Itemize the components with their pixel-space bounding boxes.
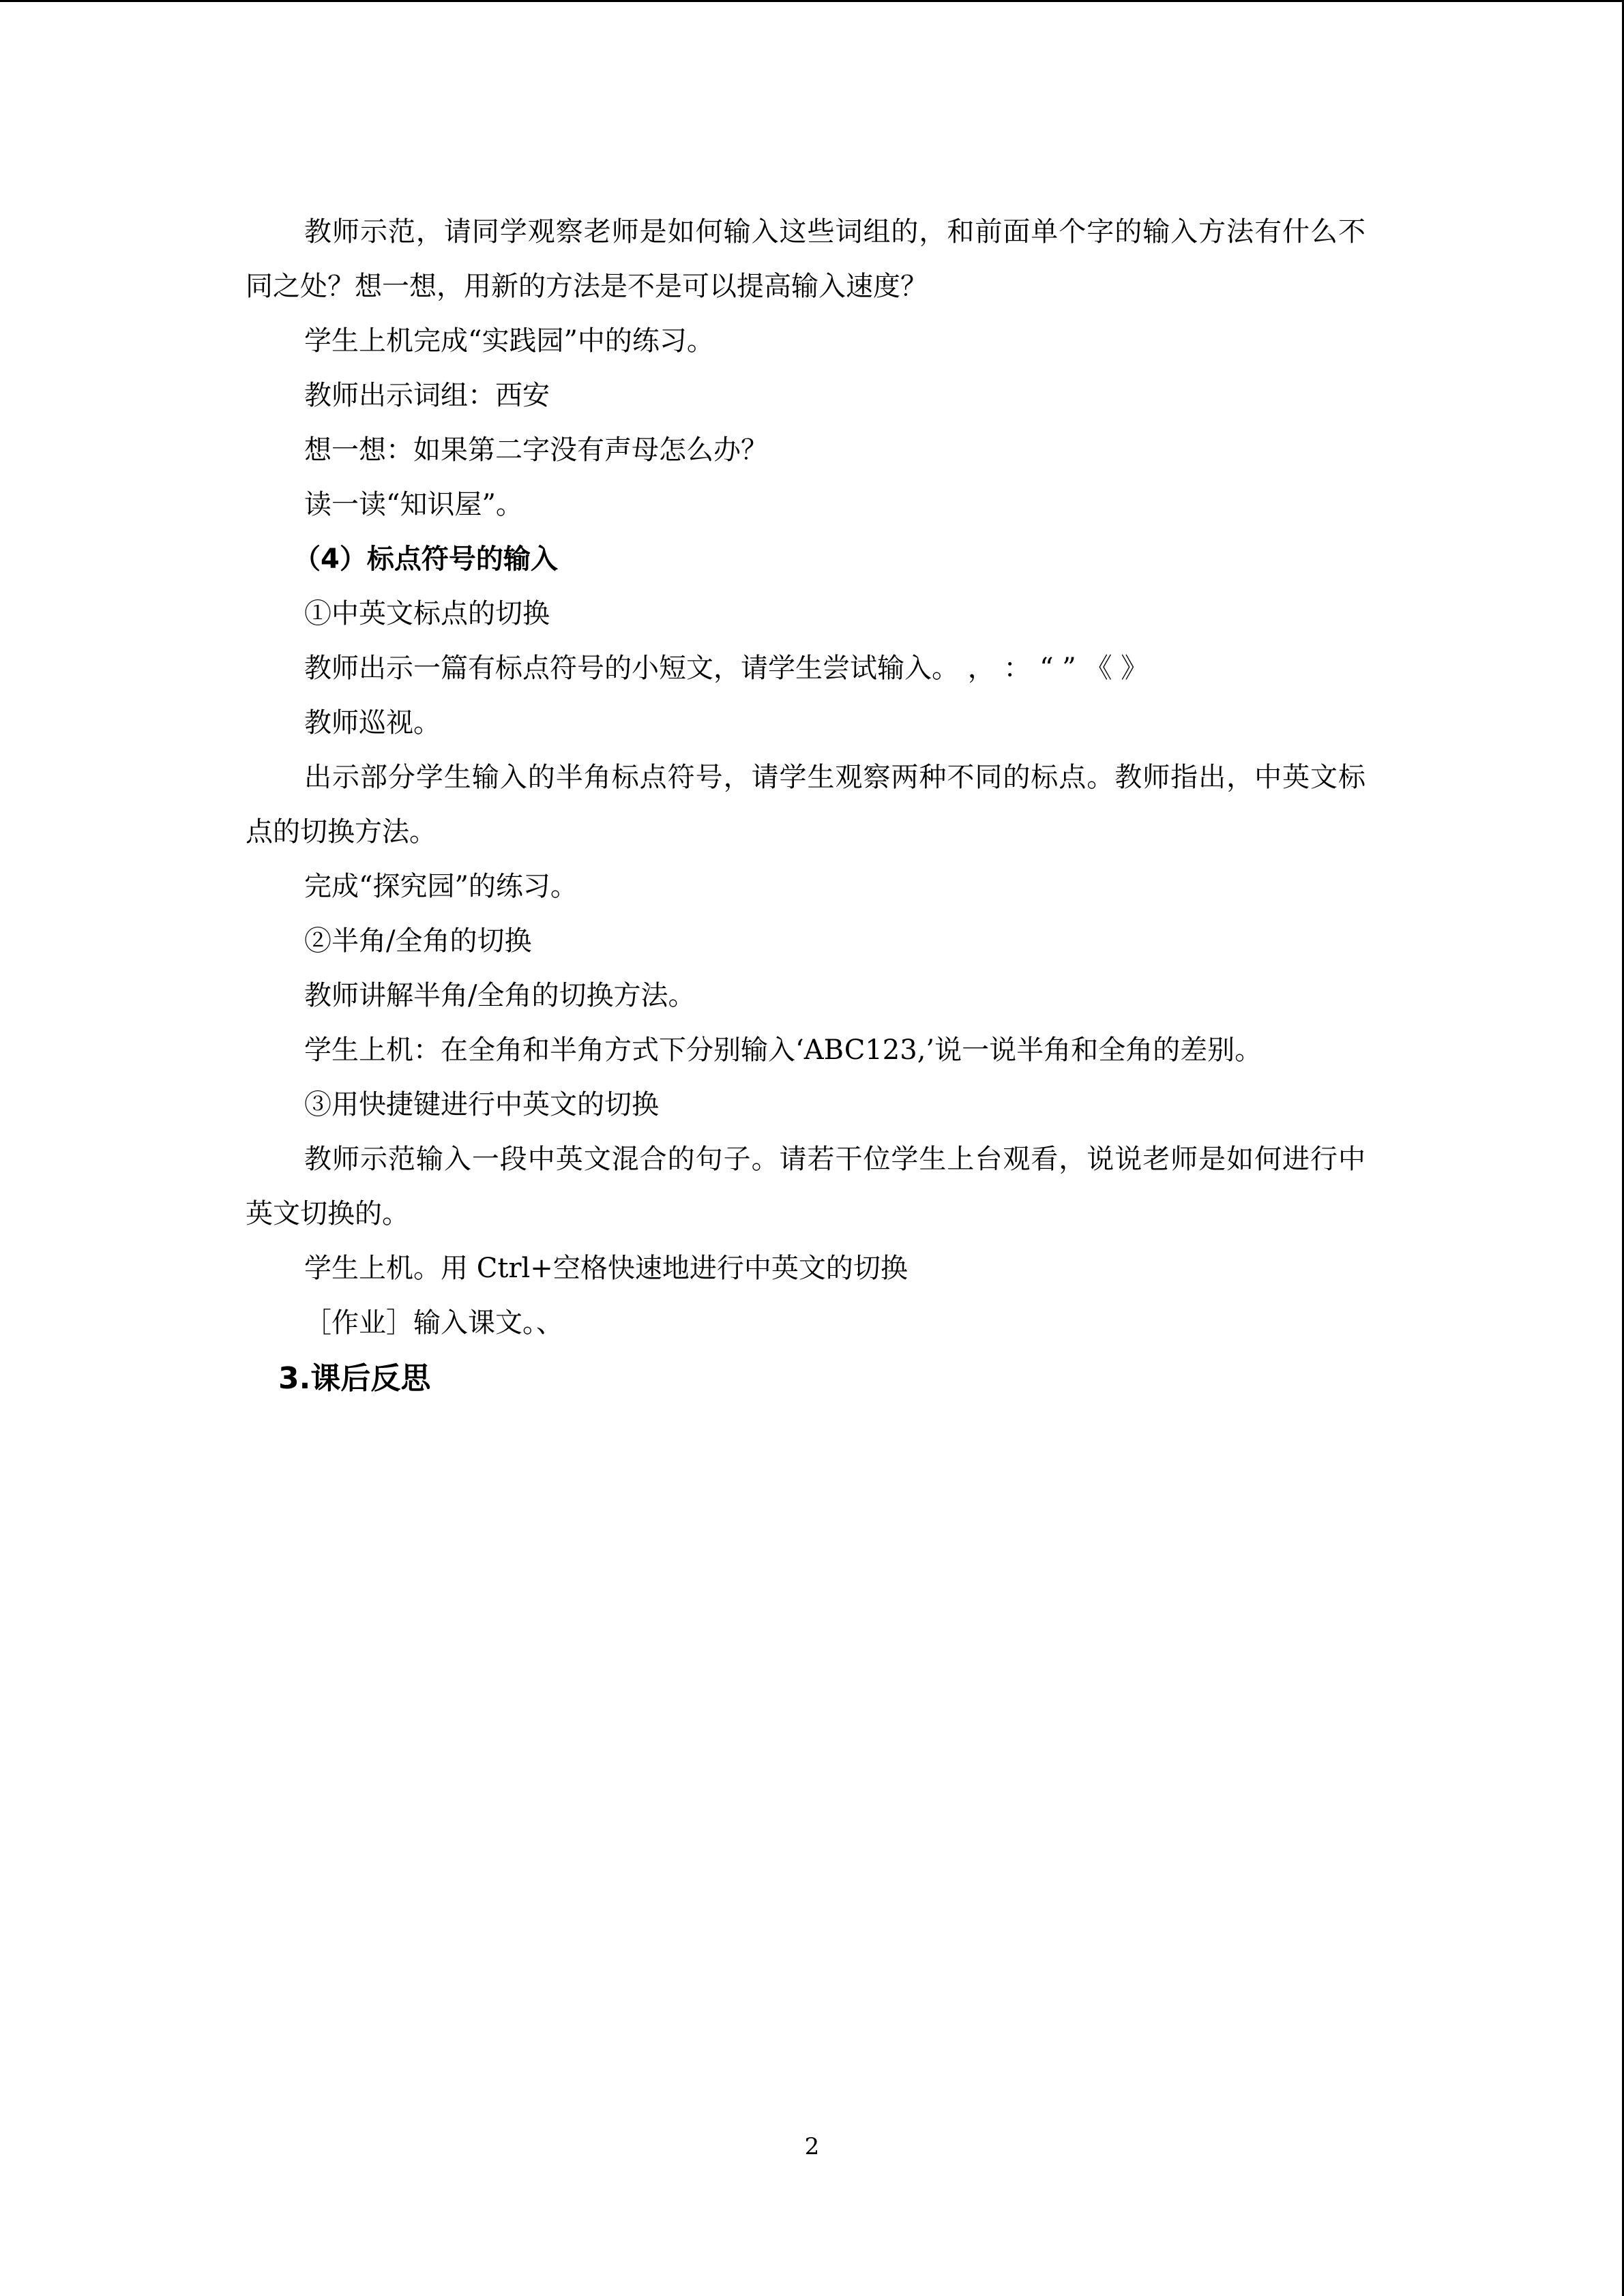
paragraph: 学生上机。用 Ctrl+空格快速地进行中英文的切换: [304, 1253, 908, 1284]
page-number: 2: [804, 2133, 820, 2160]
paragraph: ①中英文标点的切换: [304, 598, 550, 629]
paragraph: 读一读“知识屋”。: [304, 489, 523, 520]
paragraph: 教师出示一篇有标点符号的小短文，请学生尝试输入。 ， ： “ ” 《 》: [304, 653, 1149, 684]
document-body: [246, 205, 1365, 1407]
paragraph: 教师出示词组：西安: [304, 380, 550, 411]
paragraph: 教师示范输入一段中英文混合的句子。请若干位学生上台观看，说说老师是如何进行中英文切换的。: [246, 1144, 1365, 1229]
paragraph: 教师讲解半角/全角的切换方法。: [304, 980, 696, 1011]
paragraph: 想一想：如果第二字没有声母怎么办？: [304, 434, 768, 466]
paragraph: 教师巡视。: [304, 707, 441, 739]
paragraph: 学生上机：在全角和半角方式下分别输入‘ABC123,’说一说半角和全角的差别。: [304, 1034, 1263, 1066]
paragraph: ［作业］输入课文。、: [304, 1307, 563, 1339]
paragraph: 出示部分学生输入的半角标点符号，请学生观察两种不同的标点。教师指出，中英文标点的切换方法。: [246, 762, 1365, 848]
paragraph: ②半角/全角的切换: [304, 925, 532, 957]
paragraph: 学生上机完成“实践园”中的练习。: [304, 325, 714, 357]
paragraph: 教师示范，请同学观察老师是如何输入这些词组的，和前面单个字的输入方法有什么不同之处？想一想，用新的方法是不是可以提高输入速度？: [246, 216, 1365, 302]
paragraph: 完成“探究园”的练习。: [304, 871, 578, 902]
section-heading: 3.课后反思: [278, 1361, 431, 1396]
paragraph: ③用快捷键进行中英文的切换: [304, 1089, 659, 1120]
page-border-top: [0, 0, 1624, 2]
subsection-heading: （4）标点符号的输入: [293, 543, 558, 575]
